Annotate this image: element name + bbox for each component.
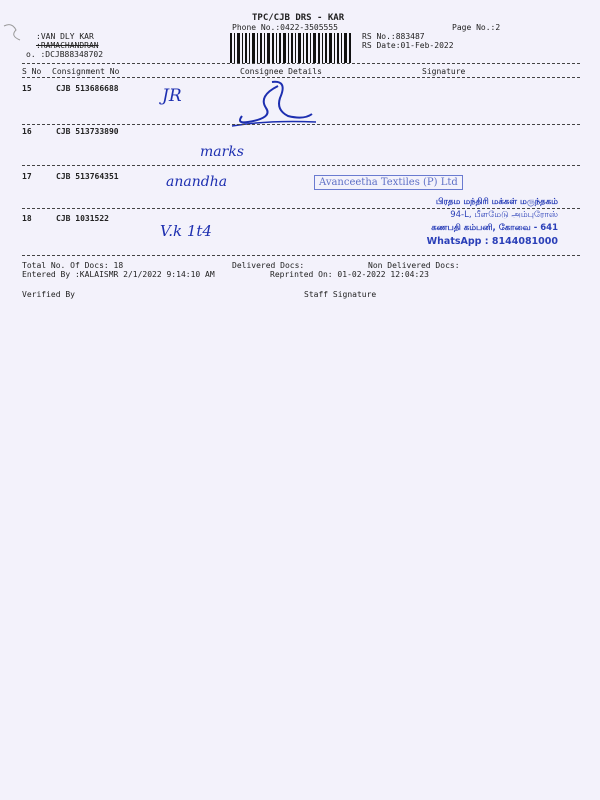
divider [22,63,580,64]
row-divider [22,255,580,256]
row-sno: 18 [22,214,32,223]
row-consignment: CJB 513686688 [56,84,119,93]
stamp-line: 94-L, பீளமேடு அம்புரோஸ் [450,210,558,220]
rs-number: RS No.:883487 [362,32,425,41]
handwritten-name: marks [200,144,244,160]
page-title: TPC/CJB DRS - KAR [252,13,345,23]
pharmacy-stamp [378,196,558,248]
handwritten-name: V.k 1t4 [160,222,212,240]
entered-by: Entered By :KALAISMR 2/1/2022 9:14:10 AM [22,270,215,279]
signature-scribble [228,76,318,136]
rs-date: RS Date:01-Feb-2022 [362,41,454,50]
page-number: Page No.:2 [452,23,501,32]
non-delivered-docs: Non Delivered Docs: [368,261,460,270]
row-sno: 15 [22,84,32,93]
column-signature: Signature [422,67,466,76]
row-consignment: CJB 513764351 [56,172,119,181]
verified-by: Verified By [22,290,75,299]
row-divider [22,124,580,125]
row-consignment: CJB 1031522 [56,214,109,223]
row-sno: 17 [22,172,32,181]
row-consignment: CJB 513733890 [56,127,119,136]
document-number: o. :DCJB88348702 [26,50,104,59]
stamp-line: பிரதம மந்திரி மக்கள் மருந்தகம் [435,197,558,207]
corner-scribble [2,22,24,46]
company-stamp: Avanceetha Textiles (P) Ltd [314,175,463,190]
delivered-docs: Delivered Docs: [232,261,305,270]
row-sno: 16 [22,127,32,136]
total-docs: Total No. Of Docs: 18 [22,261,124,270]
column-consignment: Consignment No [52,67,120,76]
phone-number: Phone No.:0422-3505555 [232,23,338,32]
column-sno: S No [22,67,42,76]
stamp-line: WhatsApp : 8144081000 [426,236,558,247]
barcode [230,33,352,63]
handwritten-name: JR [162,86,182,106]
reprinted-on: Reprinted On: 01-02-2022 12:04:23 [270,270,429,279]
van-label: :VAN DLY KAR [36,32,94,41]
row-divider [22,165,580,166]
staff-signature: Staff Signature [304,290,377,299]
person-name: :RAMACHANDRAN [36,41,99,50]
column-details: Consignee Details [240,67,322,76]
handwritten-name: anandha [166,174,228,190]
stamp-line: கணபதி கம்பனி, கோவை - 641 [431,223,558,233]
